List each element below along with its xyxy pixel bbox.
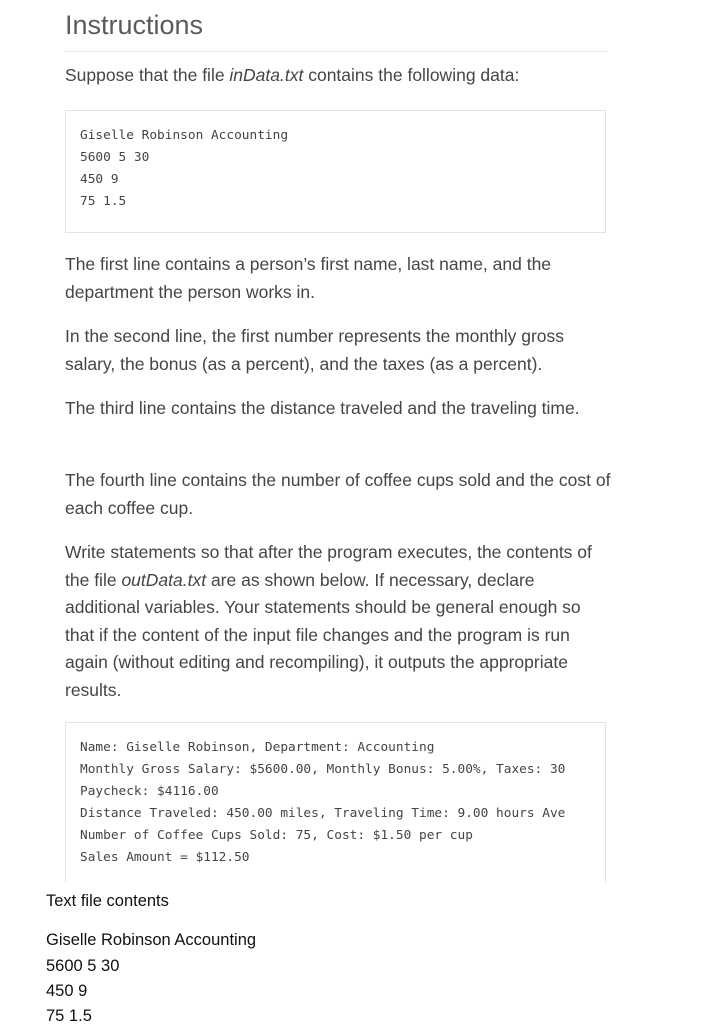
page-heading: Instructions <box>65 10 204 40</box>
fourth-line-paragraph: The fourth line contains the number of coffee cups sold and the cost of each coffee cup. <box>65 470 611 518</box>
output-code-line: Paycheck: $4116.00 <box>80 784 219 799</box>
write-text-before: Write statements so that after the program executes, the contents of the file <box>65 542 592 590</box>
text-file-heading: Text file contents <box>46 892 169 910</box>
output-code-line: Distance Traveled: 450.00 miles, Traveling Time: 9.00 hours Ave <box>80 806 566 821</box>
output-code-line: Monthly Gross Salary: $5600.00, Monthly Bonus: 5.00%, Taxes: 30 <box>80 762 566 777</box>
output-code-line: Number of Coffee Cups Sold: 75, Cost: $1.50 per cup <box>80 828 473 843</box>
input-data-code-block <box>65 110 606 233</box>
text-file-line: 450 9 <box>46 982 88 1000</box>
heading-divider <box>65 51 608 52</box>
input-code-line: 450 9 <box>80 172 119 187</box>
output-code-line: Sales Amount = $112.50 <box>80 850 250 865</box>
input-code-line: 75 1.5 <box>80 194 127 209</box>
output-code-line: Name: Giselle Robinson, Department: Accounting <box>80 740 435 755</box>
input-code-line: 5600 5 30 <box>80 150 150 165</box>
text-file-line: Giselle Robinson Accounting <box>46 931 257 949</box>
input-file-name: inData.txt <box>229 65 304 85</box>
third-line-paragraph: The third line contains the distance traveled and the traveling time. <box>65 398 580 418</box>
intro-paragraph <box>65 62 613 90</box>
write-text-after: are as shown below. If necessary, declare additional variables. Your statements should be general enough so that if the content of the input file changes and the program is run again (without editing and recompiling), it outputs the appropriate results. <box>65 569 581 700</box>
intro-text-after: contains the following data: <box>303 65 520 85</box>
input-code-line: Giselle Robinson Accounting <box>80 128 289 143</box>
instructions-panel <box>52 0 620 874</box>
output-file-name: outData.txt <box>121 569 207 590</box>
intro-text-before: Suppose that the file <box>65 65 230 85</box>
output-data-code-block <box>65 722 606 882</box>
write-statements-paragraph <box>65 539 613 704</box>
text-file-line: 5600 5 30 <box>46 957 120 975</box>
first-line-paragraph: The first line contains a person’s first name, last name, and the department the person works in. <box>65 254 552 302</box>
text-file-line: 75 1.5 <box>46 1007 92 1025</box>
second-line-paragraph: In the second line, the first number represents the monthly gross salary, the bonus (as a percent), and the taxes (as a percent). <box>65 326 565 374</box>
